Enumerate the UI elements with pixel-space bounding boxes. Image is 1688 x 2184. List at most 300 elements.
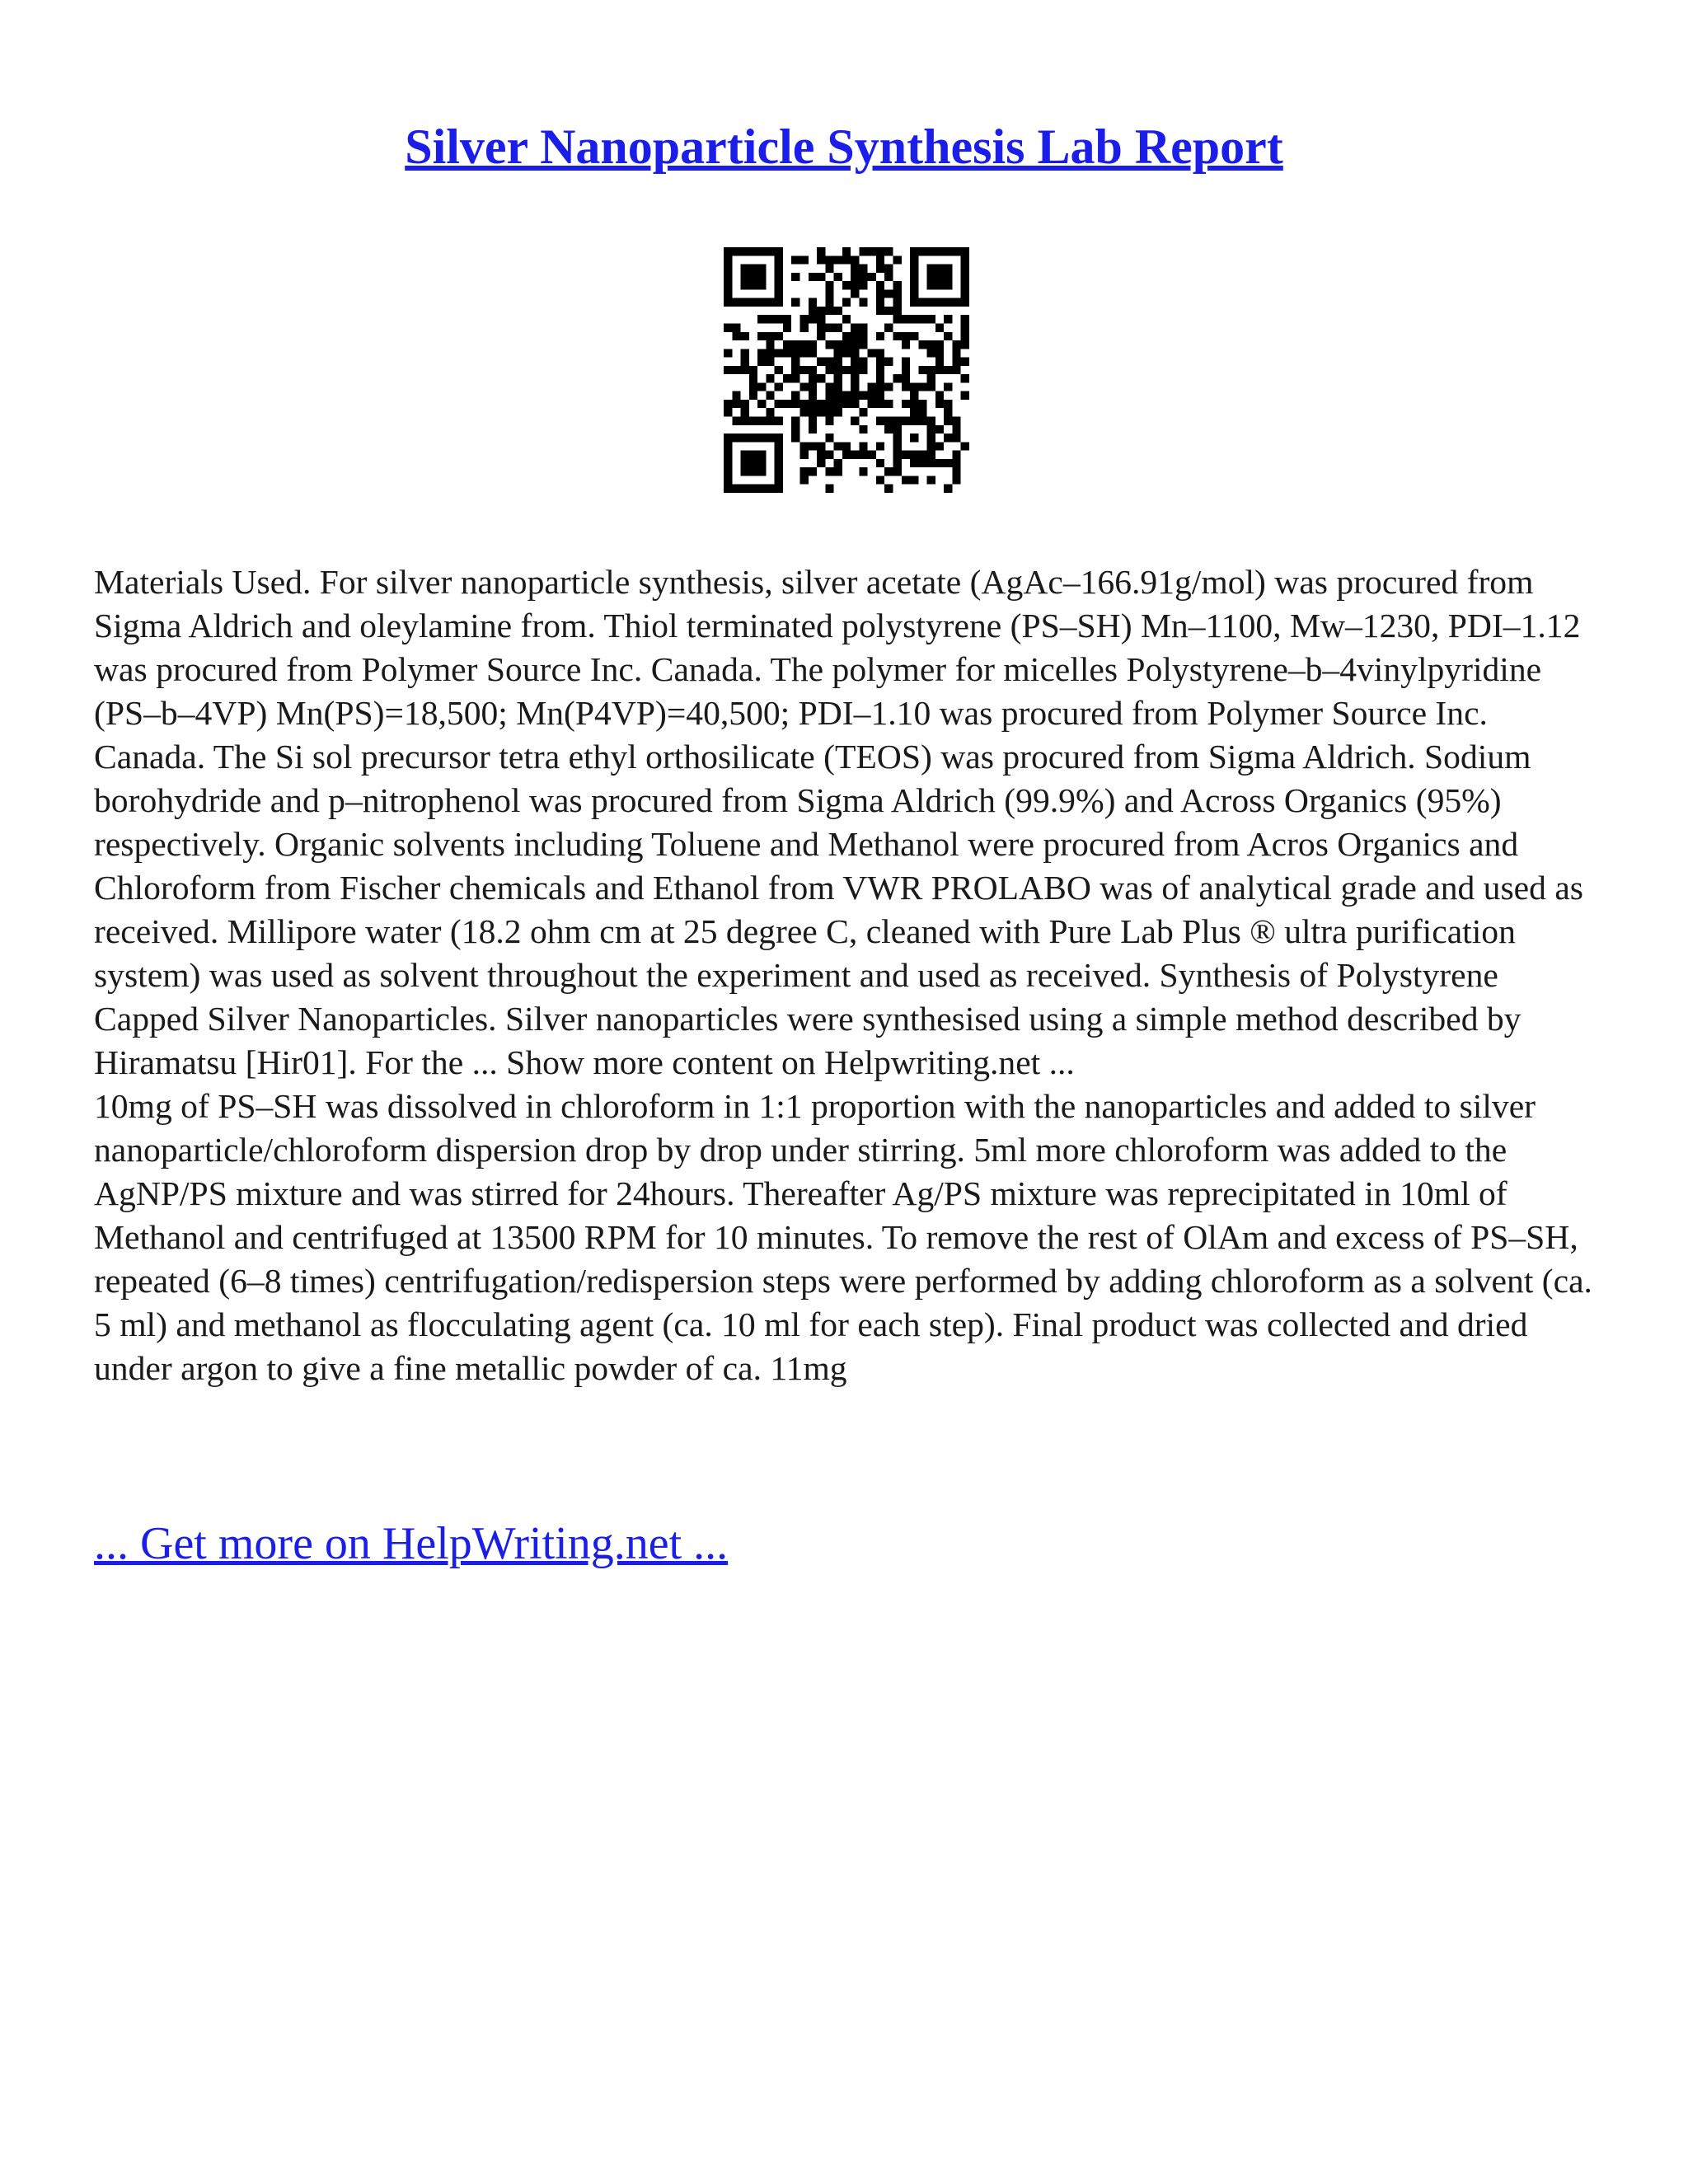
qr-module	[935, 273, 944, 281]
qr-module	[910, 289, 918, 298]
qr-module	[842, 340, 851, 349]
qr-module	[902, 358, 910, 366]
qr-module	[775, 273, 783, 281]
qr-module	[884, 467, 893, 476]
qr-module	[809, 467, 817, 476]
qr-module	[918, 417, 926, 425]
qr-module	[724, 459, 732, 467]
qr-module	[791, 255, 799, 264]
qr-module	[757, 434, 766, 442]
qr-module	[927, 476, 935, 484]
qr-module	[944, 366, 952, 374]
qr-module	[944, 417, 952, 425]
qr-module	[825, 265, 833, 273]
qr-module	[859, 281, 867, 289]
qr-module	[791, 349, 799, 357]
qr-module	[884, 485, 893, 493]
page-title	[0, 114, 1688, 180]
qr-module	[775, 247, 783, 255]
qr-module	[851, 382, 859, 391]
qr-module	[910, 273, 918, 281]
qr-module	[851, 374, 859, 382]
qr-module	[842, 281, 851, 289]
qr-module	[817, 400, 825, 408]
qr-module	[859, 391, 867, 400]
qr-module	[749, 434, 757, 442]
qr-module	[775, 400, 783, 408]
qr-module	[766, 349, 774, 357]
qr-module	[859, 323, 867, 331]
qr-module	[741, 281, 749, 289]
qr-module	[935, 340, 944, 349]
qr-module	[902, 340, 910, 349]
qr-module	[876, 255, 884, 264]
qr-module	[834, 307, 842, 315]
qr-module	[935, 265, 944, 273]
qr-module	[799, 467, 808, 476]
qr-module	[809, 340, 817, 349]
qr-module	[817, 273, 825, 281]
qr-module	[732, 417, 740, 425]
qr-module	[927, 451, 935, 459]
qr-module	[724, 349, 732, 357]
qr-module	[766, 485, 774, 493]
qr-module	[834, 459, 842, 467]
qr-module	[876, 265, 884, 273]
qr-module	[961, 281, 969, 289]
qr-module	[927, 382, 935, 391]
qr-module	[825, 323, 833, 331]
qr-module	[724, 323, 732, 331]
qr-module	[732, 400, 740, 408]
qr-module	[799, 255, 808, 264]
qr-module	[952, 358, 960, 366]
qr-module	[799, 349, 808, 357]
qr-module	[851, 255, 859, 264]
qr-module	[927, 366, 935, 374]
qr-module	[842, 247, 851, 255]
qr-module	[775, 434, 783, 442]
get-more-link[interactable]: ... Get more on HelpWriting.net ...	[94, 1518, 729, 1569]
qr-module	[859, 358, 867, 366]
qr-module	[868, 349, 876, 357]
qr-module	[724, 451, 732, 459]
qr-module	[766, 315, 774, 323]
qr-module	[741, 349, 749, 357]
qr-module	[724, 273, 732, 281]
qr-module	[791, 391, 799, 400]
qr-module	[757, 247, 766, 255]
qr-module	[851, 417, 859, 425]
qr-module	[834, 358, 842, 366]
qr-module	[876, 349, 884, 357]
qr-module	[910, 281, 918, 289]
qr-module	[775, 382, 783, 391]
qr-module	[757, 451, 766, 459]
qr-module	[825, 307, 833, 315]
qr-module	[834, 400, 842, 408]
qr-module	[732, 434, 740, 442]
qr-module	[927, 298, 935, 307]
qr-module	[791, 273, 799, 281]
qr-module	[927, 340, 935, 349]
qr-module	[927, 434, 935, 442]
qr-module	[817, 255, 825, 264]
qr-module	[741, 265, 749, 273]
qr-module	[944, 459, 952, 467]
qr-module	[876, 442, 884, 450]
qr-module	[902, 374, 910, 382]
qr-module	[724, 476, 732, 484]
qr-module	[732, 298, 740, 307]
qr-module	[902, 400, 910, 408]
qr-module	[876, 374, 884, 382]
qr-module	[868, 391, 876, 400]
qr-module	[799, 323, 808, 331]
qr-module	[884, 273, 893, 281]
qr-module	[741, 467, 749, 476]
qr-code-icon	[724, 247, 969, 493]
qr-module	[927, 417, 935, 425]
qr-module	[834, 408, 842, 416]
qr-module	[825, 417, 833, 425]
qr-module	[961, 255, 969, 264]
qr-module	[851, 366, 859, 374]
qr-module	[935, 391, 944, 400]
qr-module	[732, 323, 740, 331]
qr-module	[825, 358, 833, 366]
qr-module	[893, 434, 902, 442]
qr-module	[775, 349, 783, 357]
qr-module	[749, 366, 757, 374]
qr-module	[876, 417, 884, 425]
qr-module	[851, 332, 859, 340]
qr-module	[935, 400, 944, 408]
qr-module	[851, 273, 859, 281]
qr-module	[809, 425, 817, 434]
qr-module	[749, 467, 757, 476]
qr-module	[876, 400, 884, 408]
qr-module	[944, 281, 952, 289]
qr-module	[902, 366, 910, 374]
qr-module	[876, 289, 884, 298]
qr-module	[927, 459, 935, 467]
qr-module	[834, 467, 842, 476]
qr-module	[893, 298, 902, 307]
qr-module	[809, 307, 817, 315]
qr-module	[910, 400, 918, 408]
qr-module	[741, 358, 749, 366]
qr-module	[834, 366, 842, 374]
qr-module	[910, 434, 918, 442]
qr-module	[961, 391, 969, 400]
qr-module	[749, 485, 757, 493]
qr-module	[859, 451, 867, 459]
qr-module	[775, 485, 783, 493]
qr-module	[749, 391, 757, 400]
qr-module	[775, 476, 783, 484]
qr-module	[927, 425, 935, 434]
qr-module	[876, 247, 884, 255]
qr-module	[927, 247, 935, 255]
qr-module	[757, 273, 766, 281]
qr-module	[775, 459, 783, 467]
qr-module	[842, 451, 851, 459]
qr-module	[834, 323, 842, 331]
qr-module	[944, 332, 952, 340]
qr-module	[893, 442, 902, 450]
qr-module	[961, 340, 969, 349]
qr-module	[893, 467, 902, 476]
qr-module	[927, 315, 935, 323]
qr-module	[910, 382, 918, 391]
qr-module	[766, 298, 774, 307]
qr-module	[741, 298, 749, 307]
qr-module	[749, 247, 757, 255]
qr-module	[910, 255, 918, 264]
qr-module	[961, 323, 969, 331]
qr-module	[944, 265, 952, 273]
qr-module	[749, 273, 757, 281]
qr-module	[757, 382, 766, 391]
qr-module	[809, 408, 817, 416]
qr-module	[935, 442, 944, 450]
qr-module	[825, 451, 833, 459]
qr-module	[952, 417, 960, 425]
qr-module	[834, 255, 842, 264]
qr-module	[859, 408, 867, 416]
qr-module	[935, 358, 944, 366]
qr-module	[741, 434, 749, 442]
qr-module	[842, 332, 851, 340]
qr-module	[817, 442, 825, 450]
qr-module	[851, 289, 859, 298]
qr-module	[935, 349, 944, 357]
qr-module	[961, 265, 969, 273]
qr-module	[952, 467, 960, 476]
qr-module	[918, 366, 926, 374]
qr-module	[876, 298, 884, 307]
qr-module	[732, 391, 740, 400]
qr-module	[817, 247, 825, 255]
qr-module	[757, 332, 766, 340]
qr-module	[961, 273, 969, 281]
qr-module	[783, 400, 791, 408]
qr-module	[799, 340, 808, 349]
qr-module	[817, 358, 825, 366]
qr-module	[809, 442, 817, 450]
qr-module	[893, 289, 902, 298]
qr-module	[825, 485, 833, 493]
qr-module	[927, 349, 935, 357]
qr-module	[935, 366, 944, 374]
qr-module	[842, 442, 851, 450]
qr-module	[927, 281, 935, 289]
qr-module	[868, 382, 876, 391]
qr-module	[766, 332, 774, 340]
qr-module	[741, 408, 749, 416]
qr-module	[749, 281, 757, 289]
qr-module	[825, 366, 833, 374]
qr-module	[868, 273, 876, 281]
qr-module	[766, 247, 774, 255]
qr-module	[842, 400, 851, 408]
qr-module	[851, 340, 859, 349]
qr-module	[741, 366, 749, 374]
qr-module	[757, 281, 766, 289]
title-link[interactable]: Silver Nanoparticle Synthesis Lab Report	[405, 120, 1283, 174]
qr-module	[935, 247, 944, 255]
qr-module	[944, 408, 952, 416]
qr-module	[961, 298, 969, 307]
qr-module	[791, 425, 799, 434]
qr-module	[876, 358, 884, 366]
qr-module	[809, 400, 817, 408]
qr-module	[910, 265, 918, 273]
qr-module	[757, 400, 766, 408]
qr-module	[825, 289, 833, 298]
qr-module	[902, 451, 910, 459]
qr-module	[766, 434, 774, 442]
qr-module	[775, 451, 783, 459]
qr-module	[817, 408, 825, 416]
qr-module	[834, 374, 842, 382]
qr-module	[783, 374, 791, 382]
qr-module	[910, 417, 918, 425]
qr-module	[834, 349, 842, 357]
qr-module	[809, 315, 817, 323]
qr-module	[851, 358, 859, 366]
qr-module	[766, 417, 774, 425]
qr-module	[927, 265, 935, 273]
qr-module	[851, 349, 859, 357]
qr-module	[724, 298, 732, 307]
qr-module	[944, 400, 952, 408]
qr-module	[961, 315, 969, 323]
qr-module	[851, 265, 859, 273]
qr-module	[952, 366, 960, 374]
qr-module	[918, 340, 926, 349]
qr-module	[766, 408, 774, 416]
qr-module	[859, 467, 867, 476]
qr-module	[799, 400, 808, 408]
qr-module	[910, 332, 918, 340]
qr-module	[944, 382, 952, 391]
qr-module	[884, 247, 893, 255]
qr-module	[961, 374, 969, 382]
qr-module	[775, 298, 783, 307]
qr-module	[842, 315, 851, 323]
qr-module	[884, 358, 893, 366]
qr-module	[935, 425, 944, 434]
qr-module	[825, 434, 833, 442]
qr-module	[809, 366, 817, 374]
qr-module	[876, 307, 884, 315]
qr-module	[927, 442, 935, 450]
qr-module	[834, 442, 842, 450]
qr-module	[944, 315, 952, 323]
qr-module	[825, 408, 833, 416]
qr-module	[927, 273, 935, 281]
qr-module	[775, 332, 783, 340]
qr-module	[918, 459, 926, 467]
qr-module	[791, 298, 799, 307]
qr-module	[757, 265, 766, 273]
qr-module	[842, 298, 851, 307]
qr-module	[817, 307, 825, 315]
qr-module	[741, 273, 749, 281]
qr-module	[961, 332, 969, 340]
qr-module	[775, 467, 783, 476]
qr-module	[766, 391, 774, 400]
qr-module	[893, 332, 902, 340]
qr-module	[918, 315, 926, 323]
qr-module	[910, 476, 918, 484]
qr-module	[910, 391, 918, 400]
qr-module	[799, 366, 808, 374]
qr-module	[902, 315, 910, 323]
qr-module	[817, 315, 825, 323]
qr-module	[893, 281, 902, 289]
qr-module	[775, 289, 783, 298]
qr-module	[817, 451, 825, 459]
qr-module	[783, 315, 791, 323]
qr-module	[935, 298, 944, 307]
qr-module	[876, 476, 884, 484]
qr-module	[884, 323, 893, 331]
qr-module	[791, 434, 799, 442]
qr-module	[952, 476, 960, 484]
qr-module	[851, 451, 859, 459]
qr-module	[766, 358, 774, 366]
qr-module	[935, 459, 944, 467]
qr-module	[842, 366, 851, 374]
qr-module	[834, 391, 842, 400]
qr-module	[918, 247, 926, 255]
qr-module	[783, 323, 791, 331]
qr-module	[741, 485, 749, 493]
qr-module	[868, 400, 876, 408]
qr-module	[834, 382, 842, 391]
qr-module	[884, 400, 893, 408]
qr-module	[876, 391, 884, 400]
qr-module	[766, 340, 774, 349]
qr-module	[884, 307, 893, 315]
qr-module	[918, 382, 926, 391]
qr-module	[825, 382, 833, 391]
qr-module	[952, 298, 960, 307]
qr-module	[902, 382, 910, 391]
qr-module	[799, 442, 808, 450]
qr-module	[952, 349, 960, 357]
qr-module	[732, 247, 740, 255]
qr-module	[741, 332, 749, 340]
qr-module	[893, 425, 902, 434]
document-body	[94, 560, 1602, 1390]
qr-module	[859, 273, 867, 281]
qr-module	[799, 382, 808, 391]
qr-module	[799, 408, 808, 416]
qr-module	[791, 340, 799, 349]
qr-module	[876, 459, 884, 467]
qr-module	[952, 434, 960, 442]
qr-module	[724, 400, 732, 408]
qr-module	[791, 358, 799, 366]
qr-module	[893, 307, 902, 315]
qr-module	[961, 358, 969, 366]
qr-module	[825, 340, 833, 349]
qr-module	[809, 391, 817, 400]
